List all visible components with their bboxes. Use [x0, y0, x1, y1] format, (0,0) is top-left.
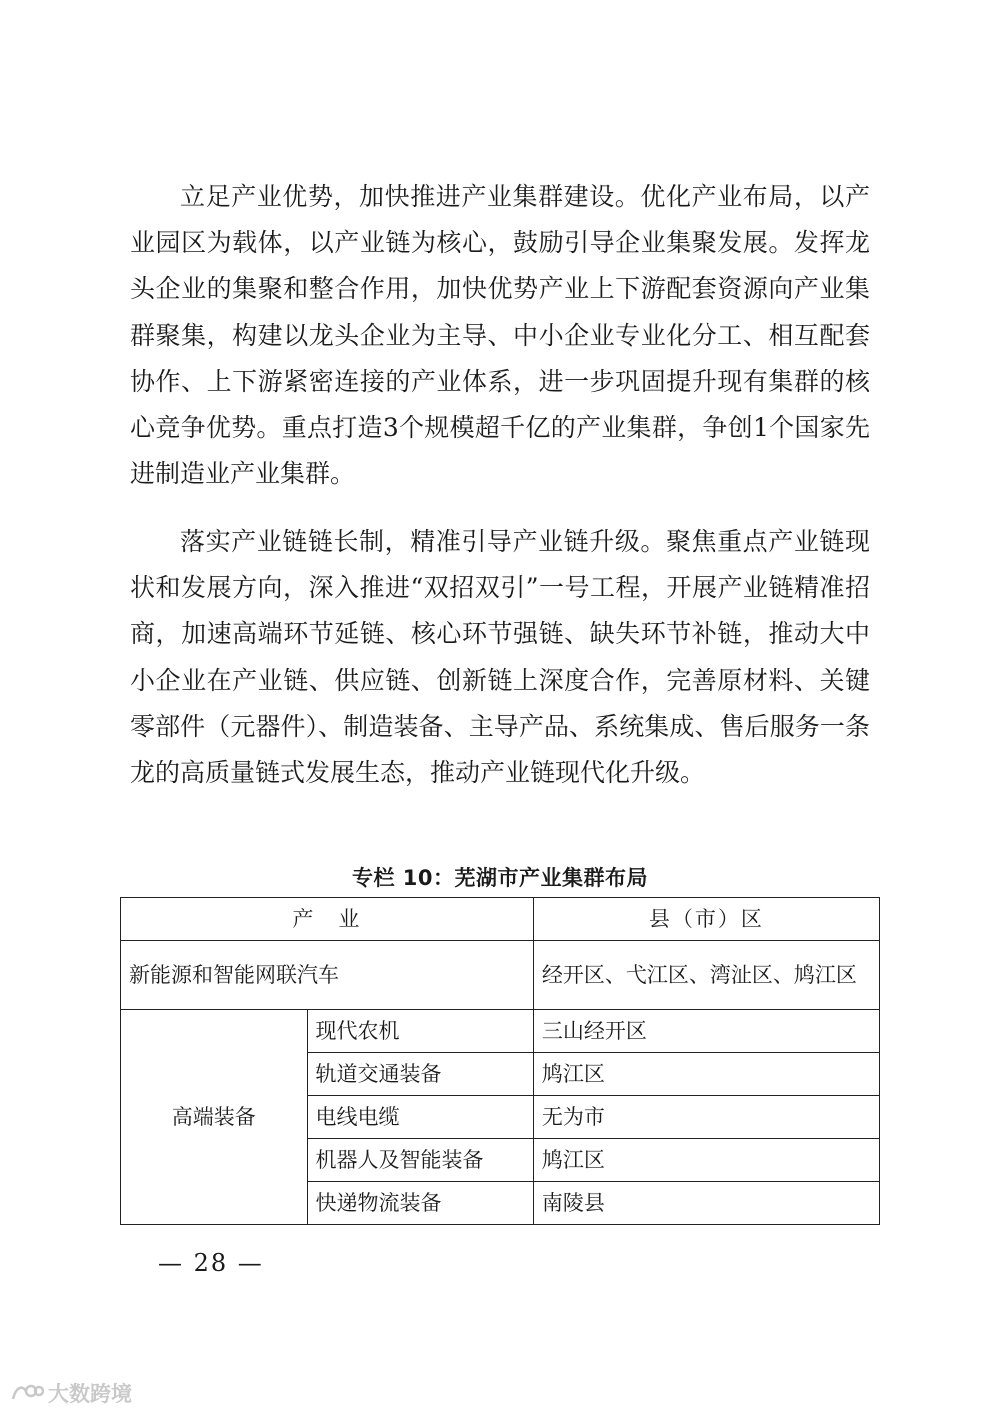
table-row [121, 941, 880, 1010]
industry-cluster-table [120, 897, 880, 1225]
district-cell: 南陵县 [533, 1182, 879, 1225]
logo-icon [10, 1381, 44, 1405]
district-cell: 鸠江区 [533, 1139, 879, 1182]
watermark [10, 1378, 132, 1408]
paragraph-industry-chain: 落实产业链链长制，精准引导产业链升级。聚焦重点产业链现状和发展方向，深入推进“双招双引”一号工程，开展产业链精准招商，加速高端环节延链、核心环节强链、缺失环节补链，推动大中小企业在产业链、供应链、创新链上深度合作，完善原材料、关键零部件（元器件）、制造装备、主导产品、系统集成、售后服务一条龙的高质量链式发展生态，推动产业链现代化升级。 [130, 527, 870, 788]
district-cell: 经开区、弋江区、湾沚区、鸠江区 [533, 941, 879, 1010]
group-label-cell: 高端装备 [121, 1010, 308, 1225]
sub-industry-cell: 现代农机 [307, 1010, 533, 1053]
sub-industry-cell: 机器人及智能装备 [307, 1139, 533, 1182]
paragraph-industry-cluster: 立足产业优势，加快推进产业集群建设。优化产业布局，以产业园区为载体，以产业链为核心，鼓励引导企业集聚发展。发挥龙头企业的集聚和整合作用，加快优势产业上下游配套资源向产业集群聚集，构建以龙头企业为主导、中小企业专业化分工、相互配套协作、上下游紧密连接的产业体系，进一步巩固提升现有集群的核心竞争优势。重点打造3个规模超千亿的产业集群，争创1个国家先进制造业产业集群。 [130, 182, 870, 489]
header-industry: 产 业 [121, 898, 534, 941]
industry-cell: 新能源和智能网联汽车 [121, 941, 534, 1010]
sub-industry-cell: 电线电缆 [307, 1096, 533, 1139]
header-district: 县（市）区 [533, 898, 879, 941]
page-number: — 28 — [158, 1249, 264, 1277]
sub-industry-cell: 快递物流装备 [307, 1182, 533, 1225]
table-title: 专栏 10：芜湖市产业集群布局 [351, 866, 649, 890]
watermark-text: 大数跨境 [48, 1382, 132, 1406]
table-row [121, 1010, 880, 1053]
table-header-row [121, 898, 880, 941]
sub-industry-cell: 轨道交通装备 [307, 1053, 533, 1096]
district-cell: 无为市 [533, 1096, 879, 1139]
district-cell: 三山经开区 [533, 1010, 879, 1053]
district-cell: 鸠江区 [533, 1053, 879, 1096]
